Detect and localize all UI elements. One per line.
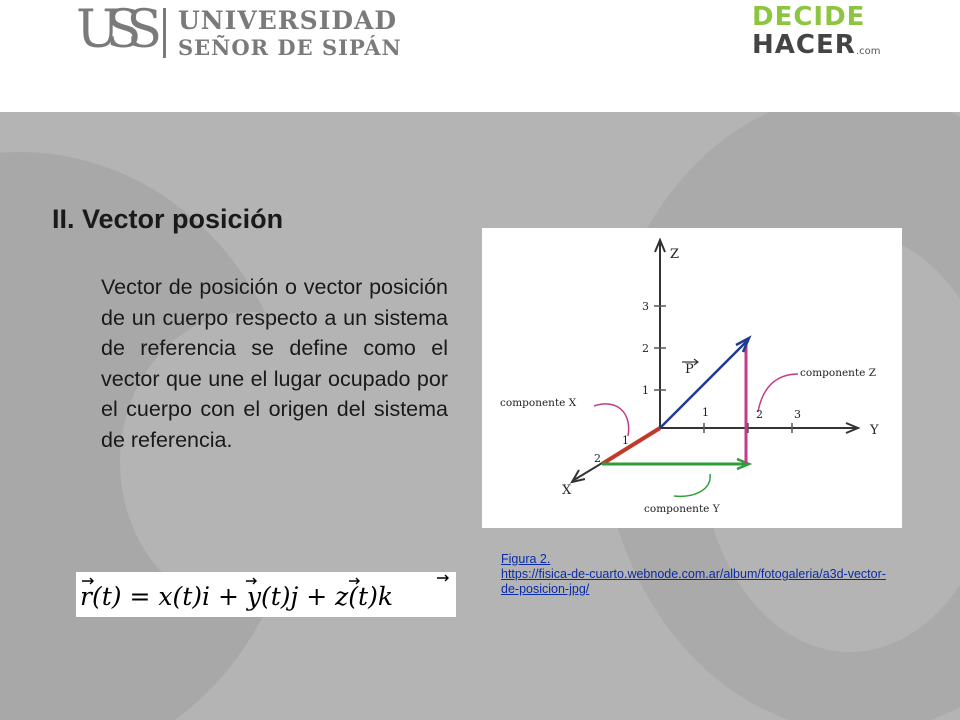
- vector-position-figure: [482, 228, 902, 528]
- axis-z-label: Z: [670, 247, 680, 262]
- figure-caption: [501, 552, 901, 597]
- slide-title: II. Vector posición: [52, 204, 284, 234]
- slide-body-text: Vector de posición o vector posición de un cuerpo respecto a un sistema de referencia se define como el vector que une el lugar ocupado por el cuerpo con el origen del sistema de referencia.: [101, 275, 448, 452]
- componente-y-label: componente Y: [644, 503, 720, 515]
- decide-text: DECIDE: [752, 2, 866, 32]
- y-tick-1: 1: [702, 406, 709, 419]
- x-tick-1: 1: [622, 434, 629, 447]
- dotcom-text: .com: [856, 46, 881, 57]
- formula-text: r(t) = x(t)i + y(t)j + z(t)k: [80, 582, 393, 611]
- figure-svg: [482, 228, 902, 528]
- z-tick-3: 3: [642, 300, 649, 313]
- header-bar: [0, 0, 960, 112]
- axis-y-label: Y: [870, 423, 879, 438]
- decide-hacer-logo: [752, 2, 902, 62]
- componente-z-label: componente Z: [800, 367, 877, 379]
- position-vector-formula: [76, 572, 456, 617]
- x-axis-arrowhead: [572, 470, 585, 482]
- university-name-line1: UNIVERSIDAD: [178, 6, 398, 35]
- y-tick-2: 2: [756, 408, 763, 421]
- university-name-line2: SEÑOR DE SIPÁN: [178, 35, 402, 60]
- uss-logo: [76, 0, 406, 62]
- axis-x-label: X: [562, 483, 572, 498]
- x-tick-2: 2: [594, 452, 601, 465]
- z-tick-2: 2: [642, 342, 649, 355]
- vector-p-label: P: [685, 362, 694, 377]
- formula-svg: [76, 572, 456, 617]
- z-tick-1: 1: [642, 384, 649, 397]
- uss-monogram: USS: [76, 0, 149, 60]
- y-tick-3: 3: [794, 408, 801, 421]
- hacer-text: HACER: [752, 30, 856, 60]
- caption-title: Figura 2.: [501, 552, 551, 566]
- componente-x-label: componente X: [500, 397, 577, 409]
- logo-divider: [163, 8, 166, 58]
- caption-source-link[interactable]: https://fisica-de-cuarto.webnode.com.ar/album/fotogaleria/a3d-vector-de-posicion-jpg/: [501, 567, 886, 596]
- x-component-line: [602, 428, 660, 464]
